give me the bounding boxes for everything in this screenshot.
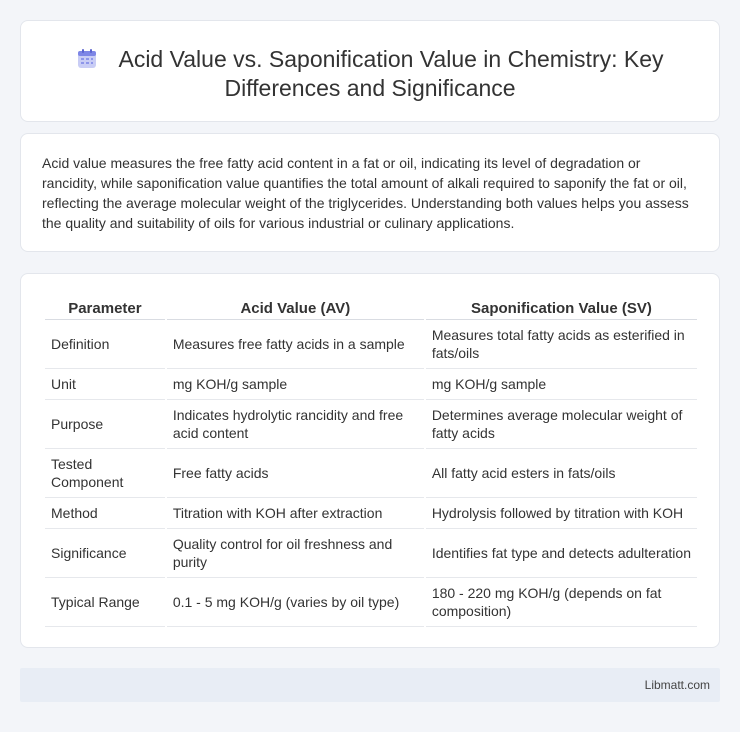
row-parameter: Definition (45, 320, 165, 369)
row-acid-value: Titration with KOH after extraction (167, 498, 424, 529)
table-row (45, 369, 697, 400)
header-acid-value: Acid Value (AV) (167, 298, 424, 320)
row-saponification-value: Determines average molecular weight of fatty acids (426, 400, 697, 449)
table-row (45, 529, 697, 578)
table-row (45, 498, 697, 529)
row-acid-value: Measures free fatty acids in a sample (167, 320, 424, 369)
row-saponification-value: 180 - 220 mg KOH/g (depends on fat composition) (426, 578, 697, 627)
row-acid-value: mg KOH/g sample (167, 369, 424, 400)
table-header-row (45, 298, 697, 320)
header-saponification-value: Saponification Value (SV) (426, 298, 697, 320)
footer (20, 668, 720, 702)
footer-brand-link[interactable]: Libmatt.com (644, 678, 710, 692)
summary-text: Acid value measures the free fatty acid content in a fat or oil, indicating its level of degradation or rancidity, while saponification value quantifies the total amount of alkali required to saponify the fat or oil, reflecting the average molecular weight of the triglycerides. Understanding both values helps you assess the quality and suitability of oils for various industrial or culinary applications. (42, 155, 689, 231)
summary-card (20, 133, 720, 252)
row-saponification-value: Measures total fatty acids as esterified in fats/oils (426, 320, 697, 369)
header-parameter: Parameter (45, 298, 165, 320)
table-row (45, 320, 697, 369)
row-parameter: Tested Component (45, 449, 165, 498)
comparison-table (43, 298, 699, 627)
row-acid-value: Free fatty acids (167, 449, 424, 498)
row-saponification-value: Identifies fat type and detects adulteration (426, 529, 697, 578)
row-saponification-value: mg KOH/g sample (426, 369, 697, 400)
calendar-icon (76, 48, 98, 70)
row-saponification-value: Hydrolysis followed by titration with KOH (426, 498, 697, 529)
row-parameter: Method (45, 498, 165, 529)
row-parameter: Typical Range (45, 578, 165, 627)
table-row (45, 449, 697, 498)
row-acid-value: Indicates hydrolytic rancidity and free acid content (167, 400, 424, 449)
row-saponification-value: All fatty acid esters in fats/oils (426, 449, 697, 498)
table-card (20, 273, 720, 648)
row-parameter: Significance (45, 529, 165, 578)
row-acid-value: Quality control for oil freshness and purity (167, 529, 424, 578)
row-acid-value: 0.1 - 5 mg KOH/g (varies by oil type) (167, 578, 424, 627)
row-parameter: Purpose (45, 400, 165, 449)
table-row (45, 400, 697, 449)
row-parameter: Unit (45, 369, 165, 400)
page-title-wrap (21, 45, 719, 103)
table-row (45, 578, 697, 627)
page-title: Acid Value vs. Saponification Value in Chemistry: Key Differences and Significance (118, 46, 664, 101)
header-card (20, 20, 720, 122)
